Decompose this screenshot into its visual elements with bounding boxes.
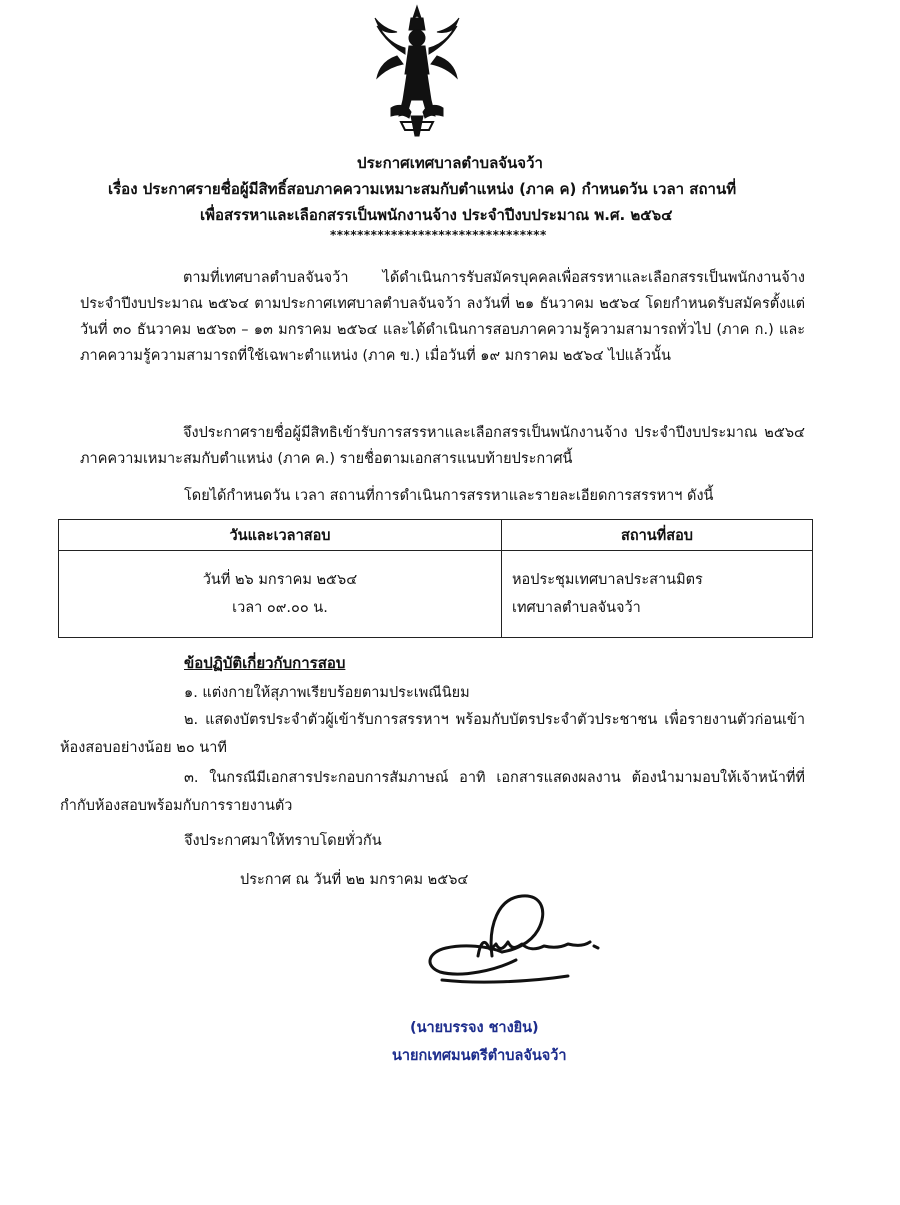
- subject-line-2: เพื่อสรรหาและเลือกสรรเป็นพนักงานจ้าง ประจำปีงบประมาณ พ.ศ. ๒๕๖๔: [200, 206, 673, 224]
- exam-date-cell: [59, 551, 502, 638]
- exam-date: วันที่ ๒๖ มกราคม ๒๕๖๔: [202, 572, 358, 588]
- body-paragraph-3: โดยได้กำหนดวัน เวลา สถานที่การดำเนินการสรรหาและรายละเอียดการสรรหาฯ ดังนี้: [184, 488, 714, 504]
- table-row: [59, 551, 813, 638]
- signer-name: (นายบรรจง ชางยิน): [410, 1020, 539, 1036]
- exam-location-cell: [502, 551, 813, 638]
- rule-item-2: ๒. แสดงบัตรประจำตัวผู้เข้ารับการสรรหาฯ พร้อมกับบัตรประจำตัวประชาชน เพื่อรายงานตัวก่อนเข้าห้องสอบอย่างน้อย ๒๐ นาที: [60, 712, 805, 756]
- closing-statement: จึงประกาศมาให้ทราบโดยทั่วกัน: [184, 833, 382, 849]
- rule-item-1: ๑. แต่งกายให้สุภาพเรียบร้อยตามประเพณีนิยม: [184, 685, 470, 701]
- garuda-emblem-icon: [371, 4, 463, 140]
- body-paragraph-2: จึงประกาศรายชื่อผู้มีสิทธิเข้ารับการสรรหาและเลือกสรรเป็นพนักงานจ้าง ประจำปีงบประมาณ ๒๕๖๔ ภาคความเหมาะสมกับตำแหน่ง (ภาค ค.) รายชื่อตามเอกสารแนบท้ายประกาศนี้: [80, 425, 805, 467]
- signer-title: นายกเทศมนตรีตำบลจันจว้า: [392, 1048, 567, 1064]
- body-paragraph-1: ตามที่เทศบาลตำบลจันจว้า ได้ดำเนินการรับสมัครบุคคลเพื่อสรรหาและเลือกสรรเป็นพนักงานจ้าง ประจำปีงบประมาณ ๒๕๖๔ ตามประกาศเทศบาลตำบลจันจว้า ลงวันที่ ๒๑ ธันวาคม ๒๕๖๔ โดยกำหนดรับสมัครตั้งแต่วันที่ ๓๐ ธันวาคม ๒๕๖๓ – ๑๓ มกราคม ๒๕๖๔ และได้ดำเนินการสอบภาคความรู้ความสามารถทั่วไป (ภาค ก.) และภาคความรู้ความสามารถที่ใช้เฉพาะตำแหน่ง (ภาค ข.) เมื่อวันที่ ๑๙ มกราคม ๒๕๖๔ ไปแล้วนั้น: [80, 270, 805, 364]
- table-header-row: [59, 520, 813, 551]
- exam-time: เวลา ๐๙.๐๐ น.: [232, 600, 328, 616]
- rule-item-3: ๓. ในกรณีมีเอกสารประกอบการสัมภาษณ์ อาทิ เอกสารแสดงผลงาน ต้องนำมามอบให้เจ้าหน้าที่ที่กำกับห้องสอบพร้อมกับการรายงานตัว: [60, 770, 805, 814]
- header-location: สถานที่สอบ: [502, 520, 813, 551]
- subject-line-1: เรื่อง ประกาศรายชื่อผู้มีสิทธิ์สอบภาคความเหมาะสมกับตำแหน่ง (ภาค ค) กำหนดวัน เวลา สถานที่: [108, 180, 737, 198]
- rules-title: ข้อปฏิบัติเกี่ยวกับการสอบ: [184, 654, 346, 672]
- header-date-time: วันและเวลาสอบ: [59, 520, 502, 551]
- separator-line: ********************************: [330, 228, 547, 242]
- exam-location-hall: หอประชุมเทศบาลประสานมิตร: [512, 572, 703, 588]
- announcement-date: ประกาศ ณ วันที่ ๒๒ มกราคม ๒๕๖๔: [240, 872, 469, 888]
- exam-schedule-table: [58, 519, 813, 638]
- announcement-title: ประกาศเทศบาลตำบลจันจว้า: [357, 154, 543, 172]
- handwritten-signature: [418, 886, 618, 1006]
- exam-location-municipality: เทศบาลตำบลจันจว้า: [512, 600, 641, 616]
